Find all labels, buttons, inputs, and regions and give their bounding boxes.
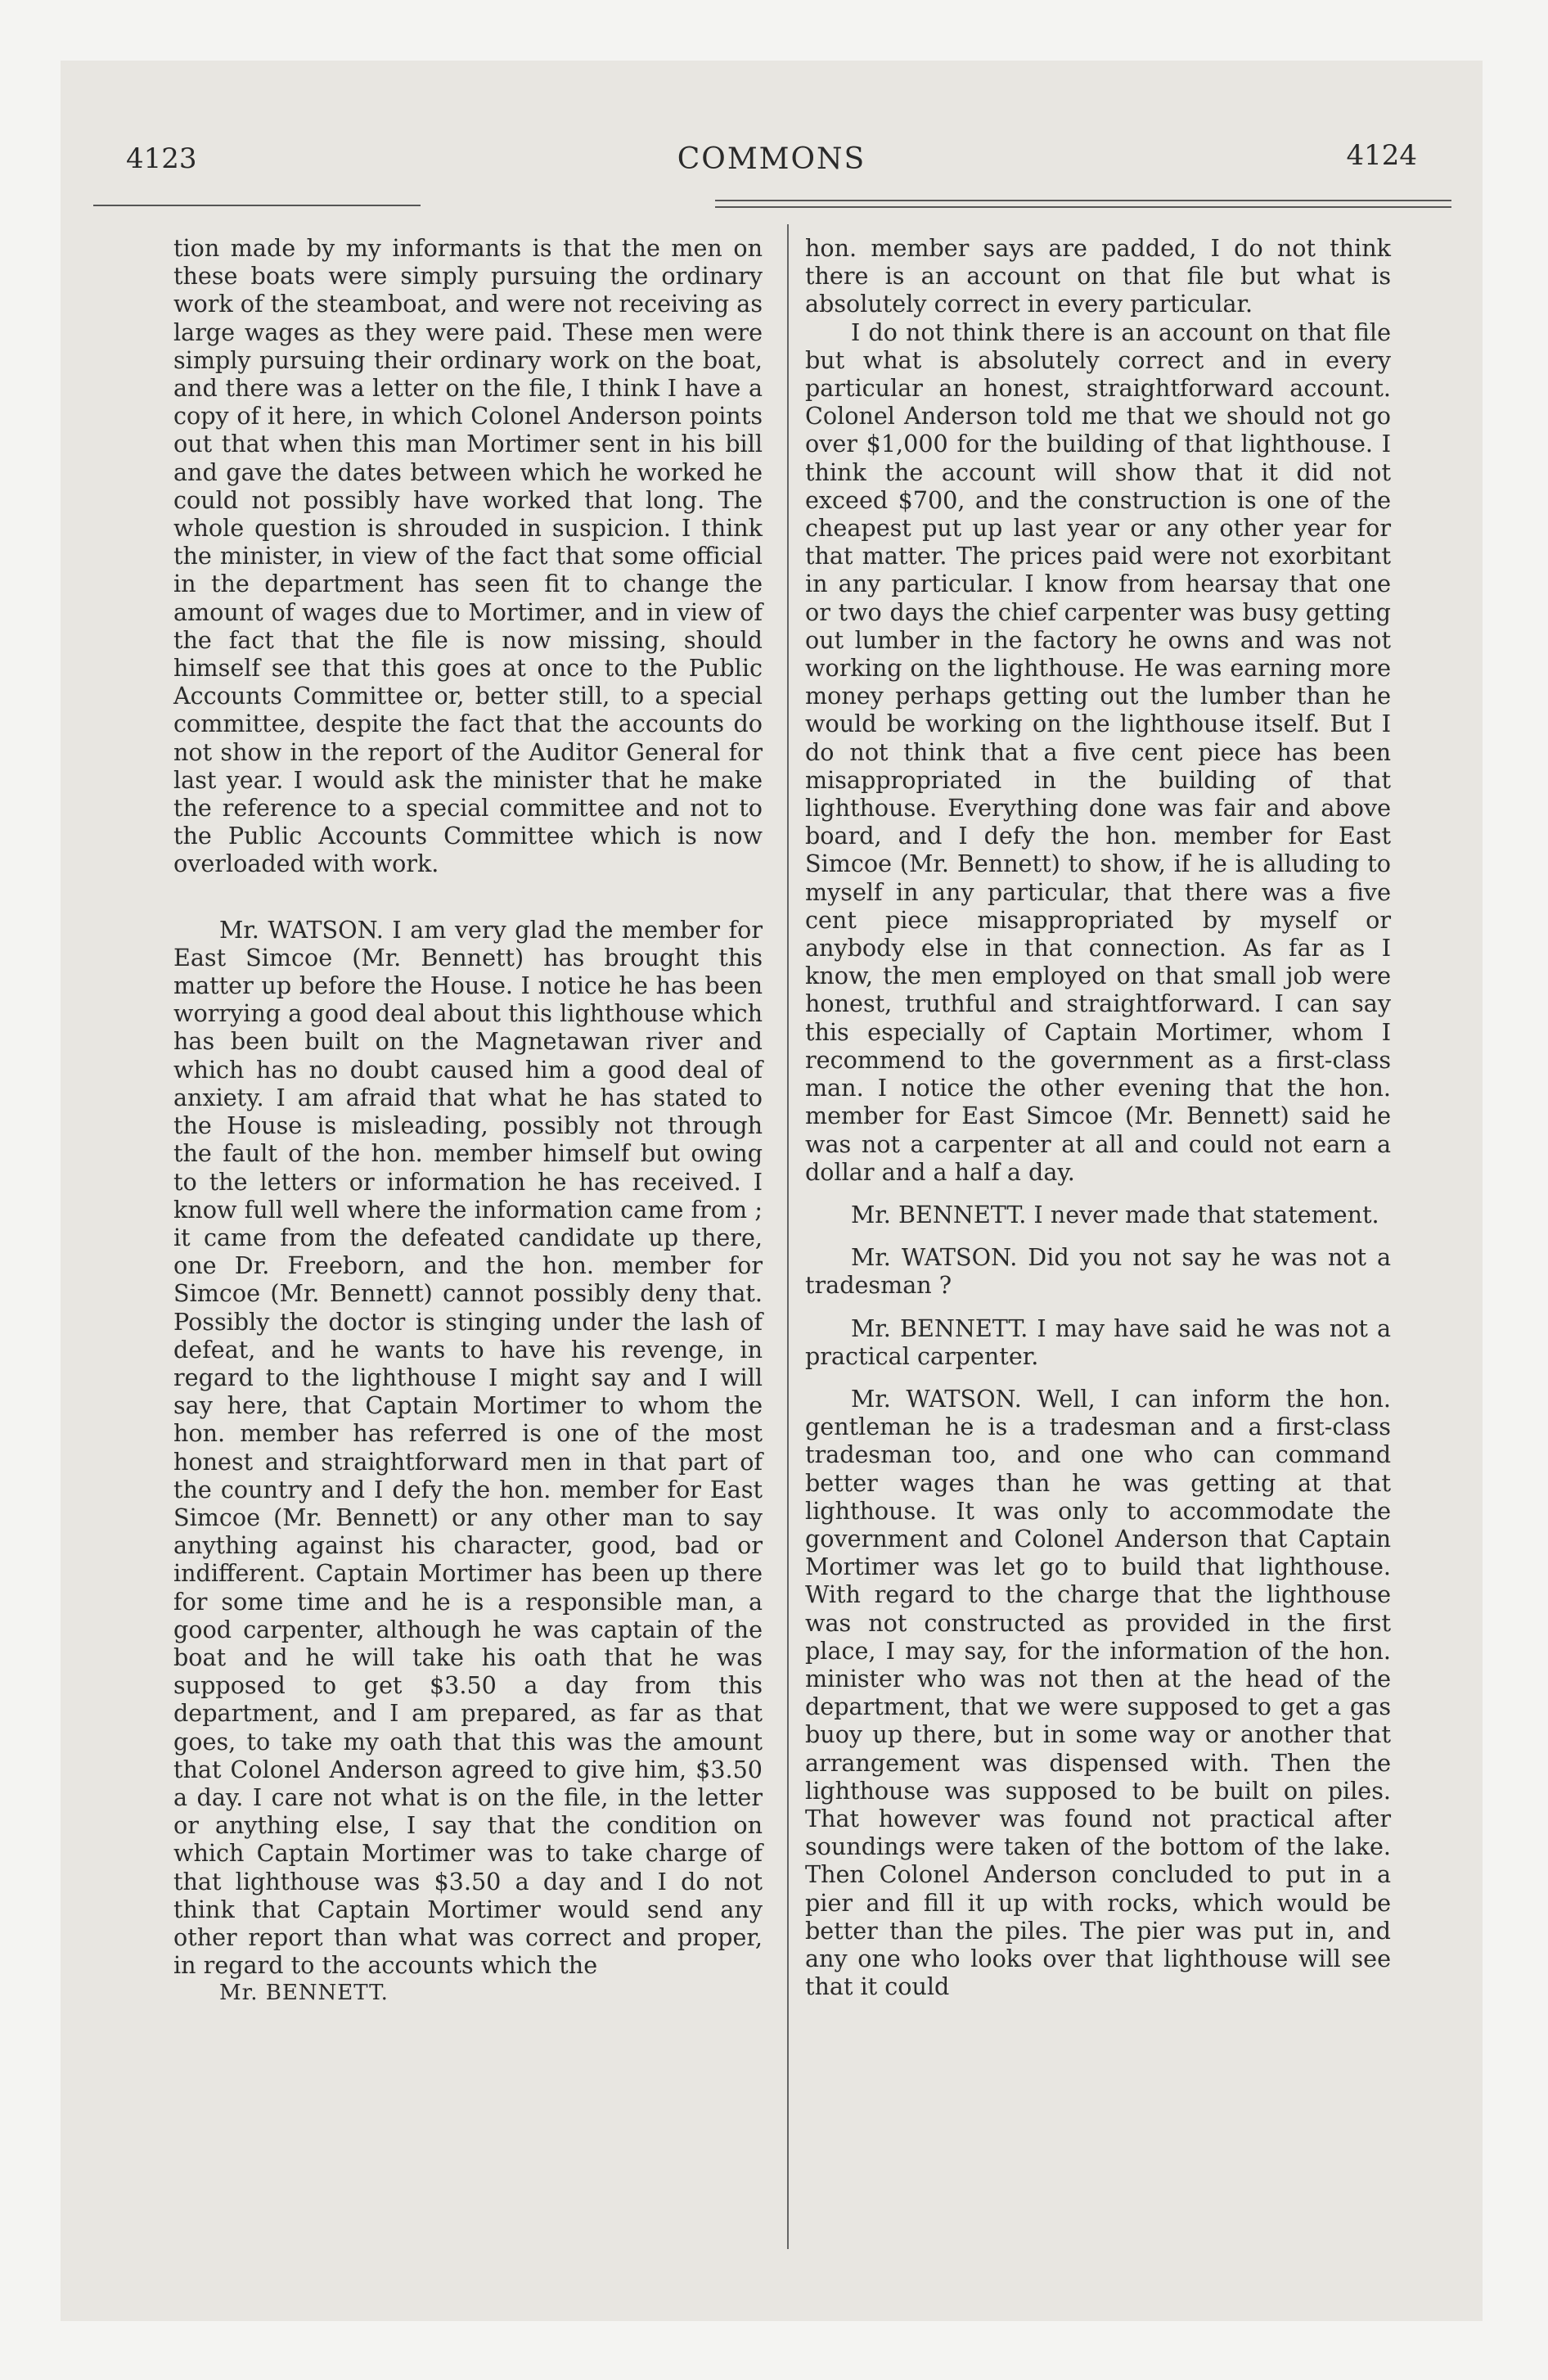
- page-number-left: 4123: [126, 142, 197, 175]
- right-paragraph-3: Mr. BENNETT. I never made that statement.: [851, 1200, 1379, 1228]
- right-paragraph-1: hon. member says are padded, I do not think there is an account on that file but what is absolutely correct in every particular.: [805, 234, 1391, 318]
- header-rule-right: [715, 200, 1451, 201]
- page-number-right: 4124: [1346, 139, 1417, 172]
- right-paragraph-6: Mr. WATSON. Well, I can inform the hon. gentleman he is a tradesman and a first-class tradesman too, and one who can command better wages than he was getting at that lighthouse. It was only to accommodate the government and Colonel Anderson that Captain Mortimer was let go to build that lighthouse. With regard to the charge that the lighthouse was not constructed as provided in the first place, I may say, for the information of the hon. minister who was not then at the head of the department, that we were supposed to get a gas buoy up there, but in some way or another that arrangement was dispensed with. Then the lighthouse was supposed to be built on piles. That however was found not practical after soundings were taken of the bottom of the lake. Then Colonel Anderson concluded to put in a pier and fill it up with rocks, which would be better than the piles. The pier was put in, and any one who looks over that lighthouse will see that it could: [805, 1384, 1391, 2001]
- header-rule-left: [93, 205, 421, 206]
- document-page: [61, 61, 1483, 2321]
- left-paragraph-1: tion made by my informants is that the men on these boats were simply pursuing the ordinary work of the steamboat, and were not receiving as large wages as they were paid. These men were simply pursuing their ordinary work on the boat, and there was a letter on the file, I think I have a copy of it here, in which Colonel Anderson points out that when this man Mortimer sent in his bill and gave the dates between which he worked he could not possibly have worked that long. The whole question is shrouded in suspicion. I think the minister, in view of the fact that some official in the department has seen fit to change the amount of wages due to Mortimer, and in view of the fact that the file is now missing, should himself see that this goes at once to the Public Accounts Committee or, better still, to a special committee, despite the fact that the accounts do not show in the report of the Auditor General for last year. I would ask the minister that he make the reference to a special committee and not to the Public Accounts Committee which is now overloaded with work.: [173, 234, 763, 878]
- right-paragraph-4: Mr. WATSON. Did you not say he was not a tradesman ?: [805, 1243, 1391, 1300]
- left-paragraph-2: Mr. WATSON. I am very glad the member for East Simcoe (Mr. Bennett) has brought this matter up before the House. I notice he has been worrying a good deal about this lighthouse which has been built on the Magnetawan river and which has no doubt caused him a good deal of anxiety. I am afraid that what he has stated to the House is misleading, possibly not through the fault of the hon. member himself but owing to the letters or information he has received. I know full well where the information came from ; it came from the defeated candidate up there, one Dr. Freeborn, and the hon. member for Simcoe (Mr. Bennett) cannot possibly deny that. Possibly the doctor is stinging under the lash of defeat, and he wants to have his revenge, in regard to the lighthouse I might say and I will say here, that Captain Mortimer to whom the hon. member has referred is one of the most honest and straightforward men in that part of the country and I defy the hon. member for East Simcoe (Mr. Bennett) or any other man to say anything against his character, good, bad or indifferent. Captain Mortimer has been up there for some time and he is a responsible man, a good carpenter, although he was captain of the boat and he will take his oath that he was supposed to get $3.50 a day from this department, and I am prepared, as far as that goes, to take my oath that this was the amount that Colonel Anderson agreed to give him, $3.50 a day. I care not what is on the file, in the letter or anything else, I say that the condition on which Captain Mortimer was to take charge of that lighthouse was $3.50 a day and I do not think that Captain Mortimer would send any other report than what was correct and proper, in regard to the accounts which the: [173, 915, 763, 1980]
- header-rule-right-2: [715, 206, 1451, 208]
- right-paragraph-5: Mr. BENNETT. I may have said he was not a practical carpenter.: [805, 1314, 1391, 1370]
- page-footer-speaker: Mr. BENNETT.: [219, 1981, 389, 2006]
- right-paragraph-2: I do not think there is an account on that file but what is absolutely correct and in every particular an honest, straightforward account. Colonel Anderson told me that we should not go over $1,000 for the building of that lighthouse. I think the account will show that it did not exceed $700, and the construction is one of the cheapest put up last year or any other year for that matter. The prices paid were not exorbitant in any particular. I know from hearsay that one or two days the chief carpenter was busy getting out lumber in the factory he owns and was not working on the lighthouse. He was earning more money perhaps getting out the lumber than he would be working on the lighthouse itself. But I do not think that a five cent piece has been misappropriated in the building of that lighthouse. Everything done was fair and above board, and I defy the hon. member for East Simcoe (Mr. Bennett) to show, if he is alluding to myself in any particular, that there was a five cent piece misappropriated by myself or anybody else in that connection. As far as I know, the men employed on that small job were honest, truthful and straightforward. I can say this especially of Captain Mortimer, whom I recommend to the government as a first-class man. I notice the other evening that the hon. member for East Simcoe (Mr. Bennett) said he was not a carpenter at all and could not earn a dollar and a half a day.: [805, 318, 1391, 1186]
- column-separator: [787, 224, 789, 2249]
- right-column: [805, 234, 1391, 2000]
- running-header-title: COMMONS: [677, 142, 866, 176]
- left-column: [173, 234, 763, 2008]
